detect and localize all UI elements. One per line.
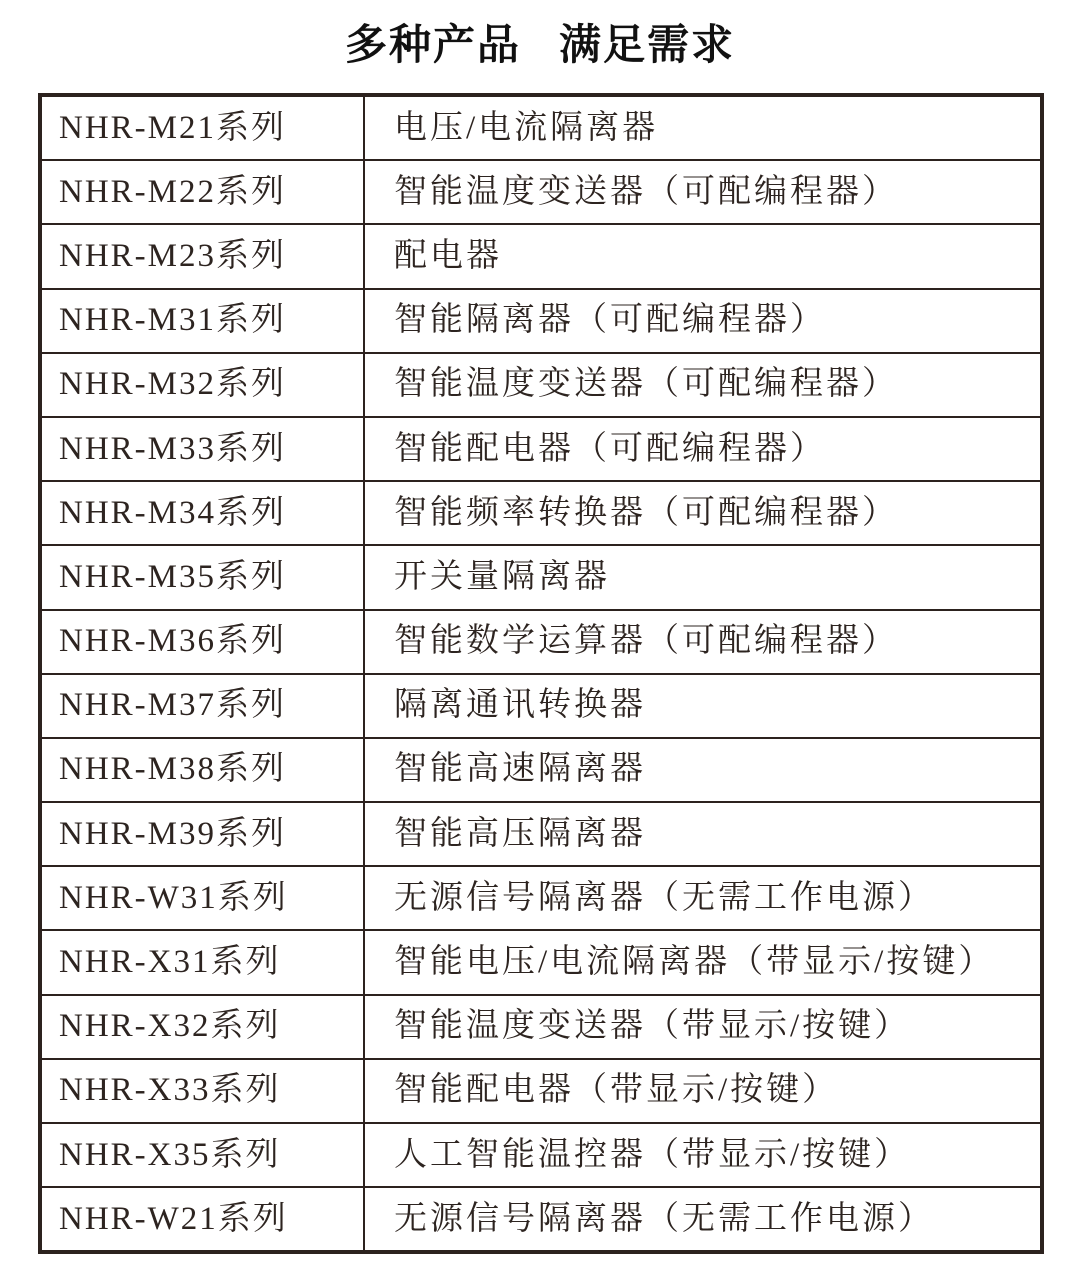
table-row [40, 417, 1042, 481]
table-row [40, 224, 1042, 288]
description-cell: 智能隔离器（可配编程器） [364, 289, 1042, 353]
series-cell: NHR-M36系列 [40, 610, 364, 674]
series-cell: NHR-M22系列 [40, 160, 364, 224]
series-cell: NHR-M38系列 [40, 738, 364, 802]
table-row [40, 866, 1042, 930]
series-cell: NHR-X33系列 [40, 1059, 364, 1123]
description-cell: 智能配电器（可配编程器） [364, 417, 1042, 481]
table-row [40, 545, 1042, 609]
series-cell: NHR-M39系列 [40, 802, 364, 866]
description-cell: 智能电压/电流隔离器（带显示/按键） [364, 930, 1042, 994]
series-cell: NHR-M37系列 [40, 674, 364, 738]
description-cell: 智能温度变送器（带显示/按键） [364, 995, 1042, 1059]
series-cell: NHR-W31系列 [40, 866, 364, 930]
series-cell: NHR-M34系列 [40, 481, 364, 545]
table-row [40, 802, 1042, 866]
description-cell: 智能温度变送器（可配编程器） [364, 160, 1042, 224]
table-row [40, 1123, 1042, 1187]
description-cell: 智能数学运算器（可配编程器） [364, 610, 1042, 674]
table-row [40, 738, 1042, 802]
table-row [40, 610, 1042, 674]
description-cell: 智能高速隔离器 [364, 738, 1042, 802]
table-row [40, 481, 1042, 545]
description-cell: 无源信号隔离器（无需工作电源） [364, 1187, 1042, 1252]
series-cell: NHR-W21系列 [40, 1187, 364, 1252]
table-row [40, 95, 1042, 160]
page-title-part-1: 多种产品 [344, 20, 521, 69]
description-cell: 隔离通讯转换器 [364, 674, 1042, 738]
series-cell: NHR-X35系列 [40, 1123, 364, 1187]
series-cell: NHR-M35系列 [40, 545, 364, 609]
table-row [40, 160, 1042, 224]
table-row [40, 289, 1042, 353]
description-cell: 开关量隔离器 [364, 545, 1042, 609]
series-cell: NHR-M31系列 [40, 289, 364, 353]
table-row [40, 995, 1042, 1059]
description-cell: 智能高压隔离器 [364, 802, 1042, 866]
table-row [40, 353, 1042, 417]
product-table [38, 93, 1044, 1254]
series-cell: NHR-M32系列 [40, 353, 364, 417]
table-row [40, 1187, 1042, 1252]
description-cell: 智能配电器（带显示/按键） [364, 1059, 1042, 1123]
description-cell: 智能频率转换器（可配编程器） [364, 481, 1042, 545]
description-cell: 人工智能温控器（带显示/按键） [364, 1123, 1042, 1187]
series-cell: NHR-X31系列 [40, 930, 364, 994]
table-row [40, 1059, 1042, 1123]
description-cell: 配电器 [364, 224, 1042, 288]
page-title [0, 14, 1080, 70]
series-cell: NHR-M33系列 [40, 417, 364, 481]
series-cell: NHR-M23系列 [40, 224, 364, 288]
table-row [40, 930, 1042, 994]
description-cell: 电压/电流隔离器 [364, 95, 1042, 160]
description-cell: 智能温度变送器（可配编程器） [364, 353, 1042, 417]
page-title-part-2: 满足需求 [559, 20, 736, 69]
series-cell: NHR-M21系列 [40, 95, 364, 160]
series-cell: NHR-X32系列 [40, 995, 364, 1059]
description-cell: 无源信号隔离器（无需工作电源） [364, 866, 1042, 930]
table-row [40, 674, 1042, 738]
